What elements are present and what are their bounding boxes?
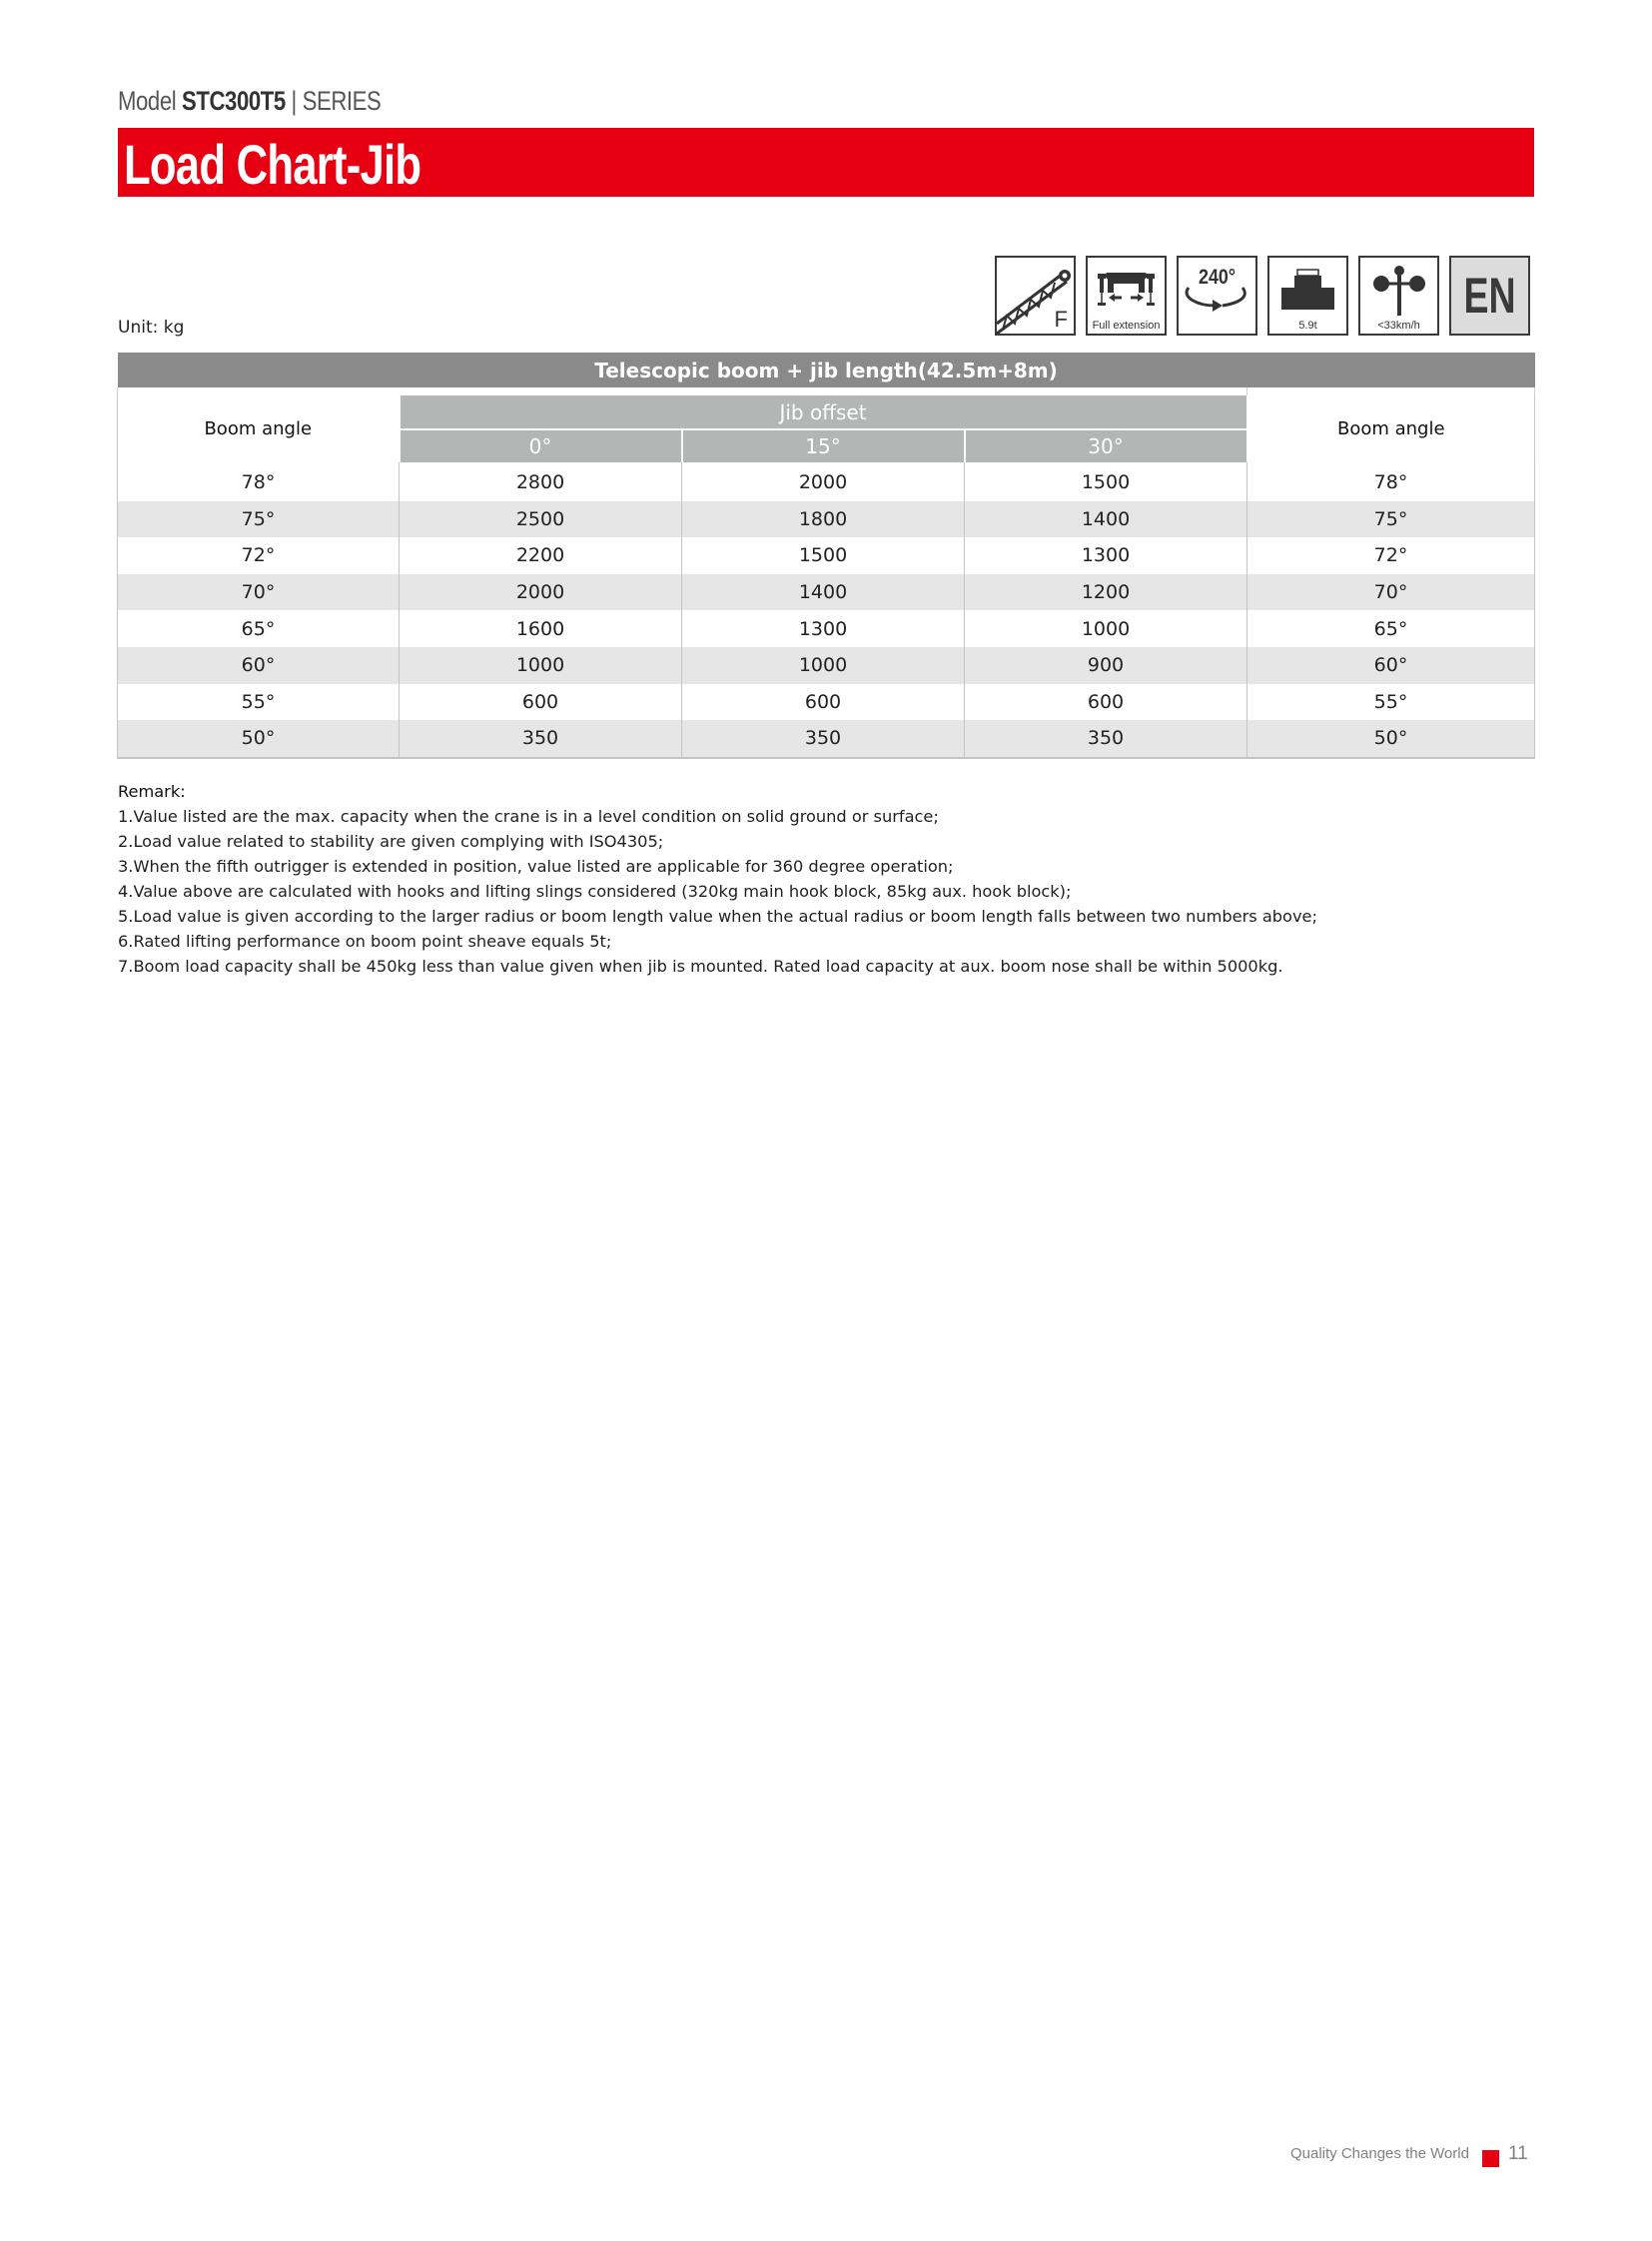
table-row (118, 720, 1535, 758)
boom-angle-cell-left: 70° (118, 574, 400, 611)
load-cell: 1000 (682, 647, 965, 684)
load-cell: 1200 (965, 574, 1247, 611)
load-cell: 1300 (682, 610, 965, 647)
load-cell: 1800 (682, 501, 965, 538)
load-cell: 900 (965, 647, 1247, 684)
boom-angle-cell-left: 75° (118, 501, 400, 538)
unit-label: Unit: kg (118, 318, 185, 338)
counterweight-icon-caption: 5.9t (1298, 320, 1317, 332)
load-cell: 600 (965, 684, 1247, 721)
page-title: Load Chart-Jib (124, 133, 421, 196)
outrigger-full-extension-icon (1086, 256, 1167, 336)
load-cell: 2500 (400, 501, 682, 538)
remark-item: 7.Boom load capacity shall be 450kg less than value given when jib is mounted. Rated load capacity at aux. boom nose shall be within 5000kg. (118, 957, 1283, 976)
load-cell: 1400 (682, 574, 965, 611)
load-cell: 1300 (965, 537, 1247, 574)
spec-icon-row (995, 256, 1530, 336)
boom-angle-cell-right: 60° (1247, 647, 1535, 684)
load-cell: 1000 (965, 610, 1247, 647)
boom-angle-cell-left: 78° (118, 462, 400, 501)
boom-angle-cell-right: 65° (1247, 610, 1535, 647)
load-cell: 1500 (965, 462, 1247, 501)
model-line (118, 86, 381, 117)
load-cell: 600 (400, 684, 682, 721)
jib-icon-caption: F (1054, 307, 1068, 332)
slewing-icon-caption: 240° (1199, 266, 1236, 289)
load-chart-table (117, 353, 1535, 759)
boom-angle-cell-right: 75° (1247, 501, 1535, 538)
load-cell: 350 (400, 720, 682, 758)
slewing-240-icon (1177, 256, 1257, 336)
load-cell: 1600 (400, 610, 682, 647)
jib-lattice-icon (995, 256, 1076, 336)
boom-angle-cell-left: 60° (118, 647, 400, 684)
table-row (118, 647, 1535, 684)
language-en-icon (1449, 256, 1530, 336)
boom-angle-cell-right: 55° (1247, 684, 1535, 721)
boom-angle-cell-right: 78° (1247, 462, 1535, 501)
boom-angle-cell-left: 72° (118, 537, 400, 574)
load-cell: 350 (965, 720, 1247, 758)
boom-angle-cell-left: 55° (118, 684, 400, 721)
remark-item: 4.Value above are calculated with hooks and lifting slings considered (320kg main hook block, 85kg aux. hook block); (118, 882, 1072, 901)
boom-angle-cell-right: 70° (1247, 574, 1535, 611)
model-suffix: | SERIES (291, 86, 382, 116)
footer-red-square (1482, 2150, 1499, 2167)
model-prefix: Model (118, 86, 177, 116)
remark-item: 3.When the fifth outrigger is extended in position, value listed are applicable for 360 degree operation; (118, 857, 954, 876)
load-cell: 1000 (400, 647, 682, 684)
load-cell: 2000 (400, 574, 682, 611)
model-name: STC300T5 (182, 86, 286, 116)
table-row (118, 574, 1535, 611)
title-bar (118, 128, 1534, 197)
table-row (118, 610, 1535, 647)
remark-item: 1.Value listed are the max. capacity when the crane is in a level condition on solid ground or surface; (118, 807, 939, 826)
table-row (118, 462, 1535, 501)
remarks (118, 779, 1317, 979)
remarks-heading: Remark: (118, 782, 186, 801)
table-row (118, 537, 1535, 574)
wind-icon-caption: <33km/h (1377, 320, 1420, 332)
load-cell: 600 (682, 684, 965, 721)
boom-angle-cell-left: 65° (118, 610, 400, 647)
table-row (118, 684, 1535, 721)
boom-angle-cell-left: 50° (118, 720, 400, 758)
boom-angle-cell-right: 50° (1247, 720, 1535, 758)
boom-angle-header-right: Boom angle (1247, 395, 1535, 462)
boom-angle-header-left: Boom angle (118, 395, 400, 462)
counterweight-icon (1267, 256, 1348, 336)
language-code: EN (1463, 268, 1516, 324)
remark-item: 2.Load value related to stability are given complying with ISO4305; (118, 832, 664, 851)
offset-header-15: 15° (682, 429, 965, 462)
load-cell: 1500 (682, 537, 965, 574)
offset-header-30: 30° (965, 429, 1247, 462)
load-cell: 350 (682, 720, 965, 758)
wind-speed-icon (1358, 256, 1439, 336)
page-number: 11 (1508, 2143, 1528, 2164)
table-row (118, 501, 1535, 538)
load-cell: 2800 (400, 462, 682, 501)
table-title: Telescopic boom + jib length(42.5m+8m) (118, 353, 1535, 387)
outrigger-icon-caption: Full extension (1092, 320, 1161, 332)
remark-item: 6.Rated lifting performance on boom point sheave equals 5t; (118, 932, 612, 951)
boom-angle-cell-right: 72° (1247, 537, 1535, 574)
remark-item: 5.Load value is given according to the larger radius or boom length value when the actual radius or boom length falls between two numbers above; (118, 907, 1317, 926)
load-cell: 1400 (965, 501, 1247, 538)
footer-slogan: Quality Changes the World (1290, 2145, 1469, 2162)
offset-header-0: 0° (400, 429, 682, 462)
load-cell: 2200 (400, 537, 682, 574)
load-cell: 2000 (682, 462, 965, 501)
jib-offset-header: Jib offset (400, 395, 1247, 429)
